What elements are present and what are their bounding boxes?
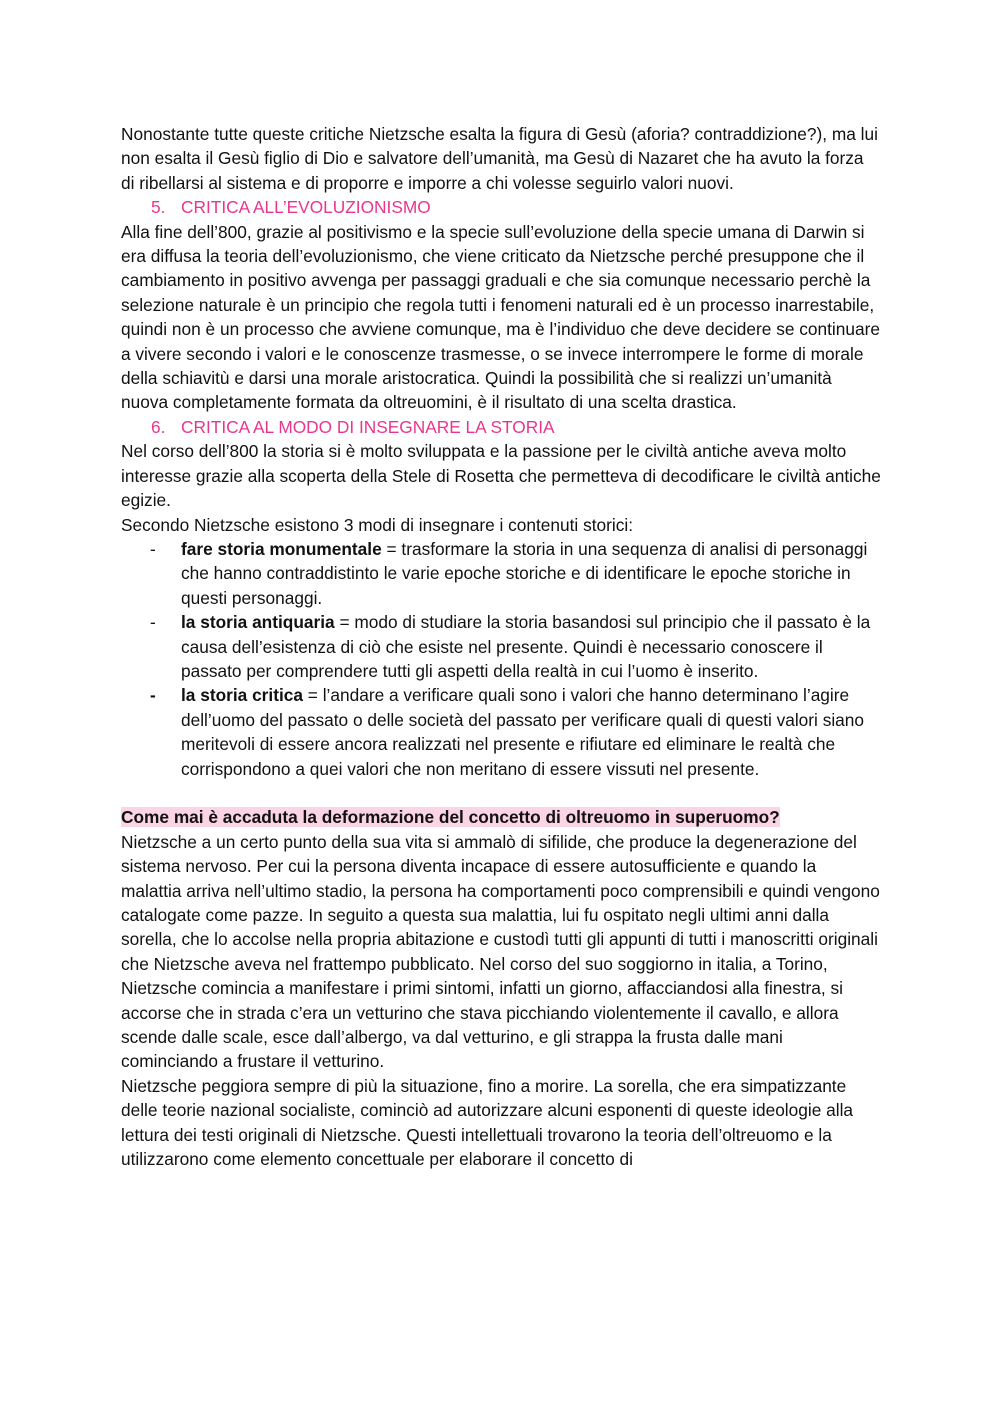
list-bullet: - — [150, 612, 156, 633]
list-item — [121, 537, 881, 610]
question-line — [121, 805, 881, 829]
section-6-lead: Secondo Nietzsche esistono 3 modi di insegnare i contenuti storici: — [121, 514, 633, 535]
list-item-text: = trasformare la storia in una sequenza di analisi di personaggi che hanno contraddistinto le varie epoche storiche e di identificare le epoche storiche in questi personaggi. — [181, 538, 868, 608]
section-6-number: 6. — [151, 416, 166, 437]
list-item-text: = l’andare a verificare quali sono i valori che hanno determinano l’agire dell’uomo del passato o delle società del passato per verificare quali di questi valori siano meritevoli di essere ancora realizzati nel presente e rifiutare ed eliminare le realtà che corrispondono a quei valori che non meritano di essere vissuti nel presente. — [181, 685, 865, 779]
intro-paragraph: Nonostante tutte queste critiche Nietzsche esalta la figura di Gesù (aforia? contraddizione?), ma lui non esalta il Gesù figlio di Dio e salvatore dell’umanità, ma Gesù di Nazaret che ha avuto la forza di ribellarsi al sistema e di proporre e imporre a chi volesse seguirlo valori nuovi. — [121, 124, 878, 193]
list-item — [121, 610, 881, 683]
list-bullet: - — [150, 685, 156, 706]
section-6-body: Nel corso dell’800 la storia si è molto sviluppata e la passione per le civiltà antiche aveva molto interesse grazie alla scoperta della Stele di Rosetta che permetteva di decodificare le civiltà antiche egizie. — [121, 441, 881, 511]
list-item-term: fare storia monumentale — [181, 538, 382, 559]
history-methods-list — [121, 537, 881, 781]
section-5-heading — [121, 195, 881, 219]
section-6-heading — [121, 415, 881, 439]
list-item-text: = modo di studiare la storia basandosi sul principio che il passato è la causa dell’esistenza di ciò che esiste nel presente. Quindi è necessario conoscere il passato per comprendere tutti gli aspetti della realtà in cui l’uomo è inserito. — [181, 612, 871, 681]
section-5-body: Alla fine dell’800, grazie al positivismo e la specie sull’evoluzione della specie umana di Darwin si era diffusa la teoria dell’evoluzionismo, che viene criticato da Nietzsche perché presuppone che il cambiamento in positivo avvenga per passaggi graduali e che sia comunque necessario perchè la selezione naturale è un principio che regola tutti i fenomeni naturali ed è un processo inarrestabile, quindi non è un processo che avviene comunque, ma è l’individuo che deve decidere se continuare a vivere secondo i valori e le conoscenze trasmesse, o se invece interrompere le forme di morale della schiavitù e darsi una morale aristocratica. Quindi la possibilità che si realizzi un’umanità nuova completamente formata da oltreuomini, è il risultato di una scelta drastica. — [121, 221, 880, 413]
question-heading: Come mai è accaduta la deformazione del concetto di oltreuomo in superuomo? — [121, 807, 780, 828]
list-bullet: - — [150, 538, 156, 559]
document-page — [121, 122, 881, 1171]
list-item-term: la storia antiquaria — [181, 612, 335, 633]
question-body-continued: Nietzsche peggiora sempre di più la situazione, fino a morire. La sorella, che era simpatizzante delle teorie nazional socialiste, cominciò ad autorizzare alcuni esponenti di queste ideologie alla lettura dei testi originali di Nietzsche. Questi intellettuali trovarono la teoria dell’oltreuomo e la utilizzarono come elemento concettuale per elaborare il concetto di — [121, 1075, 854, 1170]
question-body: Nietzsche a un certo punto della sua vita si ammalò di sifilide, che produce la degenerazione del sistema nervoso. Per cui la persona diventa incapace di essere autosufficiente e quando la malattia arriva nell’ultimo stadio, la persona ha comportamenti poco comprensibili e quindi vengono catalogate come pazze. In seguito a questa sua malattia, lui fu ospitato negli ultimi anni dalla sorella, che lo accolse nella propria abitazione e custodì tutti gli appunti di tutti i manoscritti originali che Nietzsche aveva nel frattempo pubblicato. Nel corso del suo soggiorno in italia, a Torino, Nietzsche comincia a manifestare i primi sintomi, infatti un giorno, affacciandosi alla finestra, si accorse che in strada c’era un vetturino che stava picchiando violentemente il cavallo, e allora scende dalle scale, esce dall’albergo, va dal vetturino, e gli strappa la frusta dalle mani cominciando a frustare il vetturino. — [121, 831, 880, 1072]
paragraph-spacer — [121, 781, 881, 805]
list-item-term: la storia critica — [181, 685, 303, 706]
section-6-title: CRITICA AL MODO DI INSEGNARE LA STORIA — [181, 416, 555, 437]
section-5-title: CRITICA ALL’EVOLUZIONISMO — [181, 197, 431, 218]
section-5-number: 5. — [151, 197, 166, 218]
list-item — [121, 683, 881, 781]
